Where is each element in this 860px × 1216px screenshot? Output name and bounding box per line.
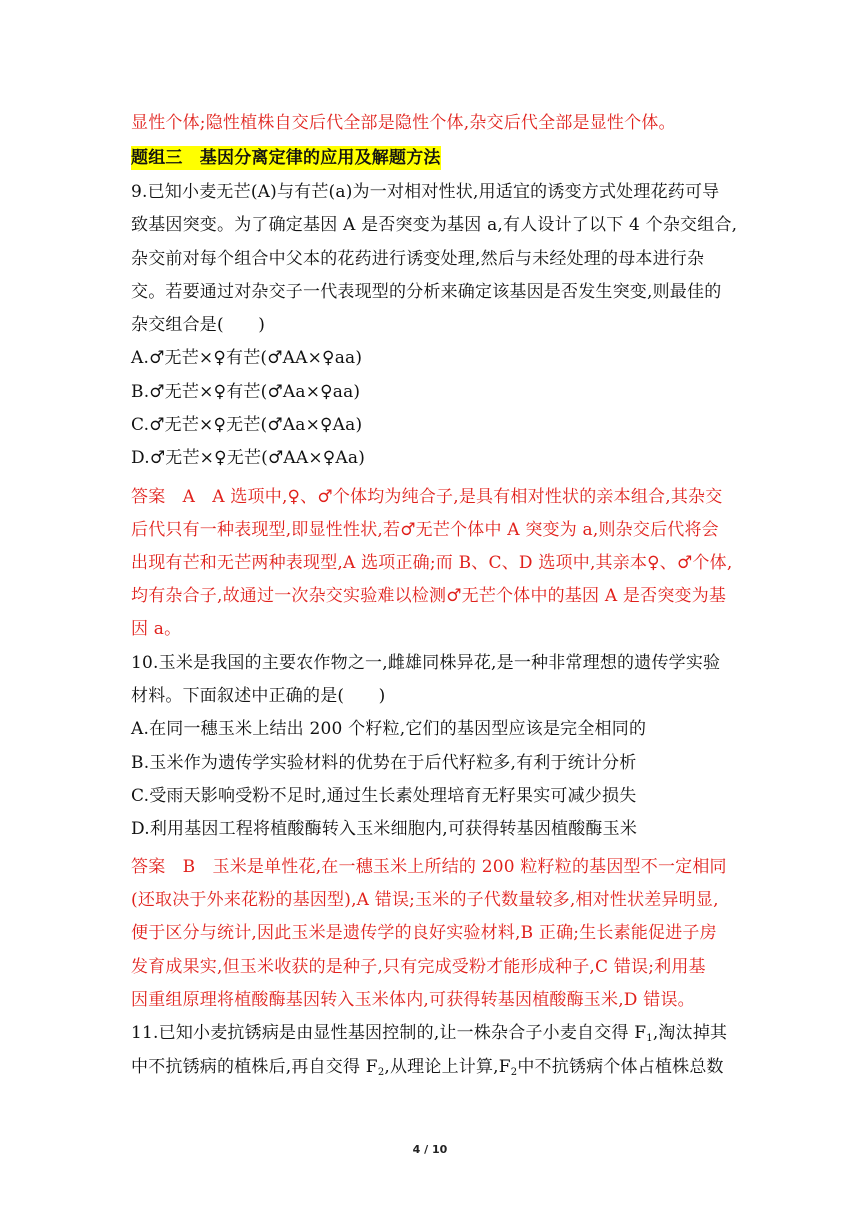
q10-answer-line: 因重组原理将植酸酶基因转入玉米体内,可获得转基因植酸酶玉米,D 错误。 [131, 990, 695, 1010]
q10-answer-line: 便于区分与统计,因此玉米是遗传学的良好实验材料,B 正确;生长素能促进子房 [131, 923, 717, 943]
q9-answer-line: 因 a。 [131, 619, 182, 639]
q9-answer-line: 后代只有一种表现型,即显性性状,若♂无芒个体中 A 突变为 a,则杂交后代将会 [131, 520, 719, 540]
q9-answer-line: 均有杂合子,故通过一次杂交实验难以检测♂无芒个体中的基因 A 是否突变为基 [131, 586, 727, 606]
q9-answer-line: 出现有芒和无芒两种表现型,A 选项正确;而 B、C、D 选项中,其亲本♀、♂个体, [131, 553, 733, 573]
q11-stem-line: 11.已知小麦抗锈病是由显性基因控制的,让一株杂合子小麦自交得 $F_1$,淘汰掉其 [131, 1023, 728, 1044]
q9-stem-line: 致基因突变。为了确定基因 A 是否突变为基因 a,有人设计了以下 4 个杂交组合, [131, 215, 738, 235]
q9-stem-line: 杂交组合是( ) [131, 315, 266, 335]
q10-option-c: C.受雨天影响受粉不足时,通过生长素处理培育无籽果实可减少损失 [131, 786, 637, 806]
q9-stem-line: 杂交前对每个组合中父本的花药进行诱变处理,然后与未经处理的母本进行杂 [131, 249, 705, 269]
q9-stem-line: 9.已知小麦无芒(A)与有芒(a)为一对相对性状,用适宜的诱变方式处理花药可导 [131, 182, 720, 202]
q9-stem-line: 交。若要通过对杂交子一代表现型的分析来确定该基因是否发生突变,则最佳的 [131, 282, 722, 302]
q9-option-a: A.♂无芒×♀有芒(♂AA×♀aa) [131, 348, 363, 368]
q9-answer-line: 答案 A A 选项中,♀、♂个体均为纯合子,是具有相对性状的亲本组合,其杂交 [131, 487, 723, 507]
q10-option-b: B.玉米作为遗传学实验材料的优势在于后代籽粒多,有利于统计分析 [131, 753, 637, 773]
q10-answer-line: 答案 B 玉米是单性花,在一穗玉米上所结的 200 粒籽粒的基因型不一定相同 [131, 857, 727, 877]
q10-stem-line: 10.玉米是我国的主要农作物之一,雌雄同株异花,是一种非常理想的遗传学实验 [131, 653, 721, 673]
q10-option-a: A.在同一穗玉米上结出 200 个籽粒,它们的基因型应该是完全相同的 [131, 719, 647, 739]
q9-option-b: B.♂无芒×♀有芒(♂Aa×♀aa) [131, 382, 361, 402]
section-heading-text: 题组三 基因分离定律的应用及解题方法 [131, 148, 441, 168]
q9-option-c: C.♂无芒×♀无芒(♂Aa×♀Aa) [131, 415, 363, 435]
q11-stem-line: 中不抗锈病的植株后,再自交得 $F_2$,从理论上计算$,F_2$中不抗锈病个体占植株总数 [131, 1057, 724, 1078]
carry-over-text: 显性个体;隐性植株自交后代全部是隐性个体,杂交后代全部是显性个体。 [131, 113, 676, 133]
q10-option-d: D.利用基因工程将植酸酶转入玉米细胞内,可获得转基因植酸酶玉米 [131, 819, 638, 839]
q10-answer-line: (还取决于外来花粉的基因型),A 错误;玉米的子代数量较多,相对性状差异明显, [131, 890, 719, 910]
q10-answer-line: 发育成果实,但玉米收获的是种子,只有完成受粉才能形成种子,C 错误;利用基 [131, 957, 706, 977]
page-number: 4 / 10 [412, 1143, 448, 1156]
q10-stem-line: 材料。下面叙述中正确的是( ) [131, 686, 386, 706]
section-heading [131, 146, 441, 170]
q9-option-d: D.♂无芒×♀无芒(♂AA×♀Aa) [131, 448, 366, 468]
